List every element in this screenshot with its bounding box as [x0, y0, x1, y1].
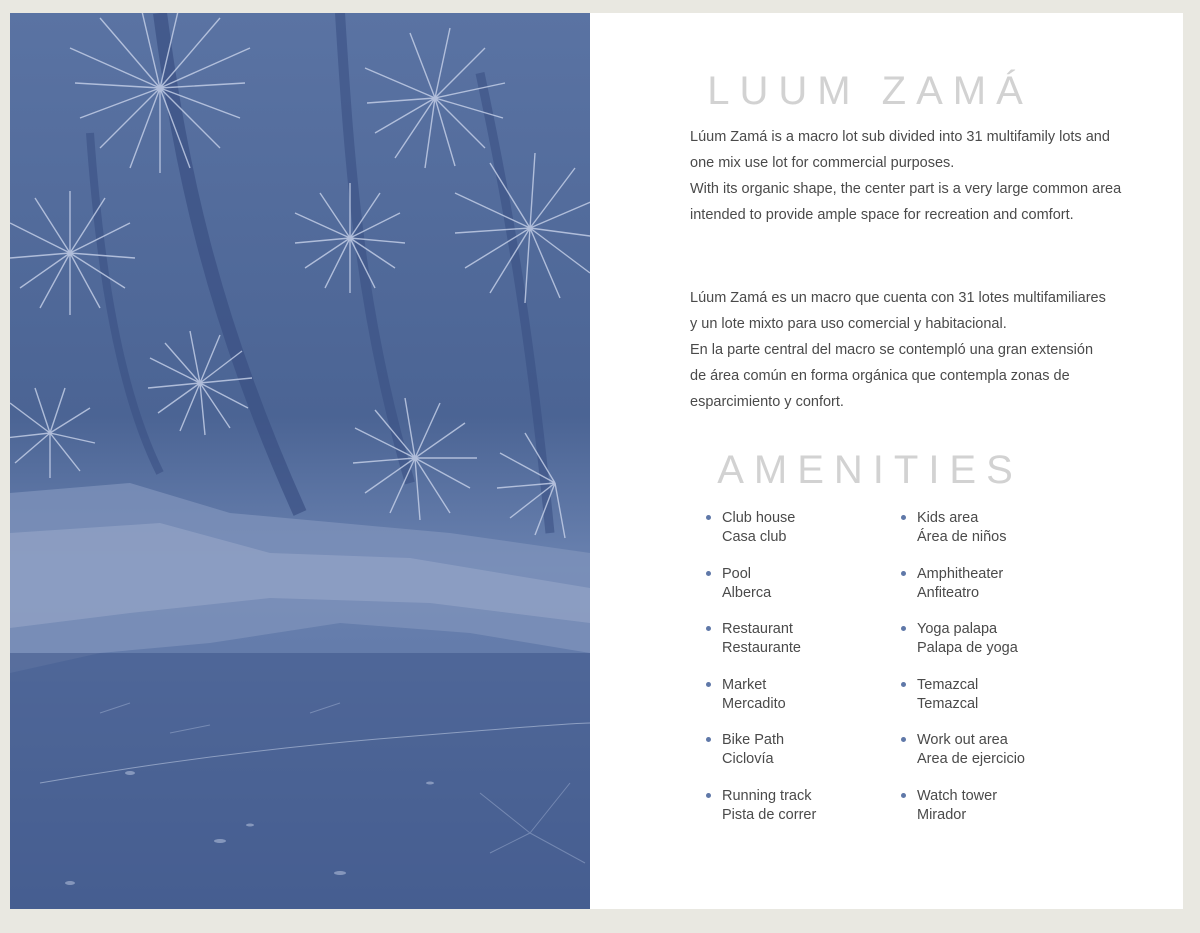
amenity-name-es: Mirador: [917, 806, 967, 823]
amenity-item: [917, 620, 1107, 657]
jungle-photo: [10, 13, 590, 909]
bullet-icon: [706, 793, 711, 798]
description-en-line: intended to provide ample space for recreation and comfort.: [690, 207, 1074, 223]
amenities-title: AMENITIES: [717, 448, 1023, 492]
amenity-name-en: Kids area: [917, 510, 979, 526]
amenity-name-en: Work out area: [917, 732, 1008, 748]
amenity-item: [917, 787, 1107, 824]
bullet-icon: [901, 571, 906, 576]
amenity-name-en: Yoga palapa: [917, 621, 998, 637]
description-es-line: y un lote mixto para uso comercial y habitacional.: [690, 316, 1007, 332]
bullet-icon: [901, 793, 906, 798]
bullet-icon: [901, 682, 906, 687]
description-spanish: [690, 285, 1160, 415]
amenity-item: [917, 565, 1107, 602]
amenity-name-en: Temazcal: [917, 677, 979, 693]
amenity-item: [917, 509, 1107, 546]
amenity-name-es: Palapa de yoga: [917, 639, 1018, 656]
description-es-line: En la parte central del macro se contempló una gran extensión: [690, 342, 1094, 358]
amenity-item: [722, 787, 912, 824]
amenity-name-es: Ciclovía: [722, 750, 774, 767]
amenity-name-en: Market: [722, 677, 767, 693]
bullet-icon: [706, 515, 711, 520]
amenity-name-es: Temazcal: [917, 695, 979, 712]
description-es-line: de área común en forma orgánica que contempla zonas de: [690, 368, 1070, 384]
amenity-item: [917, 731, 1107, 768]
amenity-item: [917, 676, 1107, 713]
amenity-name-es: Anfiteatro: [917, 584, 980, 601]
amenity-name-en: Pool: [722, 566, 752, 582]
project-title: LUUM ZAMÁ: [707, 69, 1033, 113]
amenity-name-es: Pista de correr: [722, 806, 817, 823]
description-english: [690, 124, 1160, 228]
bullet-icon: [706, 737, 711, 742]
amenity-name-en: Watch tower: [917, 788, 998, 804]
amenity-name-es: Alberca: [722, 584, 772, 601]
amenity-name-es: Casa club: [722, 528, 787, 545]
palm-jungle-illustration: [10, 13, 590, 909]
description-en-line: one mix use lot for commercial purposes.: [690, 155, 955, 171]
description-es-line: esparcimiento y confort.: [690, 394, 844, 410]
amenity-item: [722, 565, 912, 602]
amenity-item: [722, 731, 912, 768]
description-es-line: Lúum Zamá es un macro que cuenta con 31 lotes multifamiliares: [690, 290, 1106, 306]
amenity-name-es: Área de niños: [917, 528, 1007, 545]
bullet-icon: [706, 571, 711, 576]
bullet-icon: [901, 737, 906, 742]
amenity-item: [722, 509, 912, 546]
amenity-name-en: Bike Path: [722, 732, 785, 748]
amenity-name-en: Restaurant: [722, 621, 793, 637]
amenity-name-en: Amphitheater: [917, 566, 1004, 582]
amenity-name-en: Club house: [722, 510, 796, 526]
amenity-item: [722, 620, 912, 657]
bullet-icon: [706, 682, 711, 687]
amenity-name-es: Area de ejercicio: [917, 750, 1025, 767]
bullet-icon: [901, 626, 906, 631]
amenity-name-en: Running track: [722, 788, 812, 804]
amenity-item: [722, 676, 912, 713]
description-en-line: Lúum Zamá is a macro lot sub divided into 31 multifamily lots and: [690, 129, 1110, 145]
amenity-name-es: Mercadito: [722, 695, 786, 712]
amenity-name-es: Restaurante: [722, 639, 801, 656]
bullet-icon: [901, 515, 906, 520]
description-en-line: With its organic shape, the center part is a very large common area: [690, 181, 1122, 197]
brochure-spread: [10, 13, 1183, 909]
bullet-icon: [706, 626, 711, 631]
